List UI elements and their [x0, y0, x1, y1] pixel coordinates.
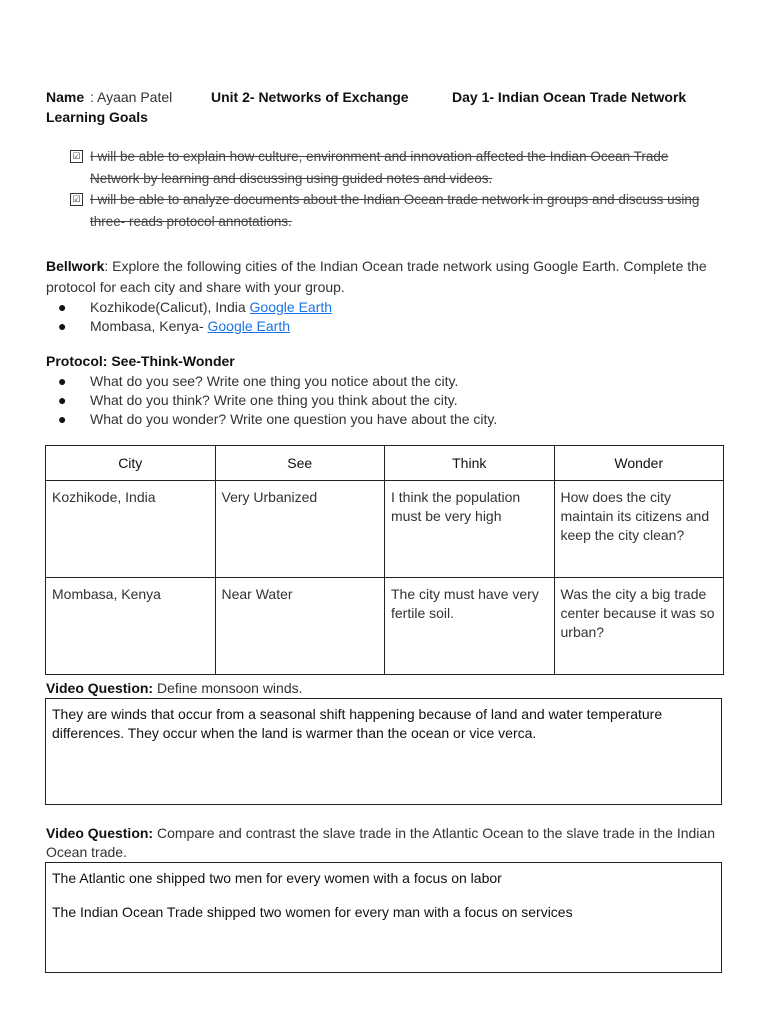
protocol-item-text: What do you wonder? Write one question you have about the city.	[90, 411, 498, 427]
video-question-prompt	[46, 679, 726, 698]
learning-goal-text: I will be able to explain how culture, environment and innovation affected the Indian Ocean Trade Network by learning and discussing using guided notes and videos.	[90, 149, 669, 186]
day-title: Day 1- Indian Ocean Trade Network	[452, 89, 687, 105]
answer-text: The Indian Ocean Trade shipped two women for every man with a focus on services	[52, 904, 573, 920]
bellwork-paragraph	[46, 256, 718, 298]
table-cell[interactable]: Kozhikode, India	[46, 481, 216, 578]
answer-text: They are winds that occur from a seasonal shift happening because of land and water temperature differences. They occur when the land is warmer than the ocean or vice verca.	[52, 706, 663, 741]
video-question-prompt	[46, 824, 726, 862]
student-name: : Ayaan Patel	[90, 89, 173, 105]
table-header-row	[46, 446, 724, 481]
checkbox-checked-icon[interactable]: ☑	[70, 193, 83, 206]
table-row	[46, 481, 724, 578]
learning-goal-item	[70, 189, 710, 233]
table-cell[interactable]: Near Water	[215, 578, 385, 675]
answer-box[interactable]	[45, 698, 722, 805]
document-header	[46, 88, 726, 106]
table-cell[interactable]: Was the city a big trade center because it was so urban?	[554, 578, 724, 675]
bullet-icon: ●	[58, 318, 67, 334]
column-header-city: City	[46, 446, 216, 481]
protocol-item-text: What do you see? Write one thing you notice about the city.	[90, 373, 459, 389]
table-cell[interactable]: Mombasa, Kenya	[46, 578, 216, 675]
learning-goal-item	[70, 146, 710, 190]
learning-goals-title: Learning Goals	[46, 109, 148, 125]
video-question-text: Compare and contrast the slave trade in the Atlantic Ocean to the slave trade in the Indian Ocean trade.	[46, 825, 715, 860]
table-cell[interactable]: How does the city maintain its citizens and keep the city clean?	[554, 481, 724, 578]
answer-box[interactable]	[45, 862, 722, 973]
city-name: Kozhikode(Calicut), India	[90, 299, 250, 315]
bullet-icon: ●	[58, 373, 67, 389]
unit-title: Unit 2- Networks of Exchange	[211, 89, 409, 105]
column-header-wonder: Wonder	[554, 446, 724, 481]
column-header-think: Think	[385, 446, 555, 481]
video-question-label: Video Question:	[46, 680, 154, 696]
column-header-see: See	[215, 446, 385, 481]
bullet-icon: ●	[58, 411, 67, 427]
google-earth-link[interactable]: Google Earth	[207, 318, 290, 334]
protocol-item-text: What do you think? Write one thing you think about the city.	[90, 392, 458, 408]
learning-goal-text: I will be able to analyze documents about the Indian Ocean trade network in groups and discuss using three- reads protocol annotations.	[90, 192, 700, 229]
bellwork-label: Bellwork	[46, 258, 105, 274]
video-question-text: Define monsoon winds.	[153, 680, 303, 696]
protocol-title: Protocol: See-Think-Wonder	[46, 353, 235, 369]
bellwork-text: : Explore the following cities of the Indian Ocean trade network using Google Earth. Complete the protocol for each city and share with your group.	[46, 258, 707, 295]
city-name: Mombasa, Kenya-	[90, 318, 208, 334]
video-question-label: Video Question:	[46, 825, 154, 841]
table-cell[interactable]: I think the population must be very high	[385, 481, 555, 578]
table-cell[interactable]: Very Urbanized	[215, 481, 385, 578]
google-earth-link[interactable]: Google Earth	[249, 299, 333, 315]
bullet-icon: ●	[58, 299, 67, 315]
name-label: Name	[46, 89, 85, 105]
answer-text: The Atlantic one shipped two men for every women with a focus on labor	[52, 870, 502, 886]
see-think-wonder-table	[45, 445, 724, 675]
table-cell[interactable]: The city must have very fertile soil.	[385, 578, 555, 675]
table-row	[46, 578, 724, 675]
checkbox-checked-icon[interactable]: ☑	[70, 150, 83, 163]
bullet-icon: ●	[58, 392, 67, 408]
